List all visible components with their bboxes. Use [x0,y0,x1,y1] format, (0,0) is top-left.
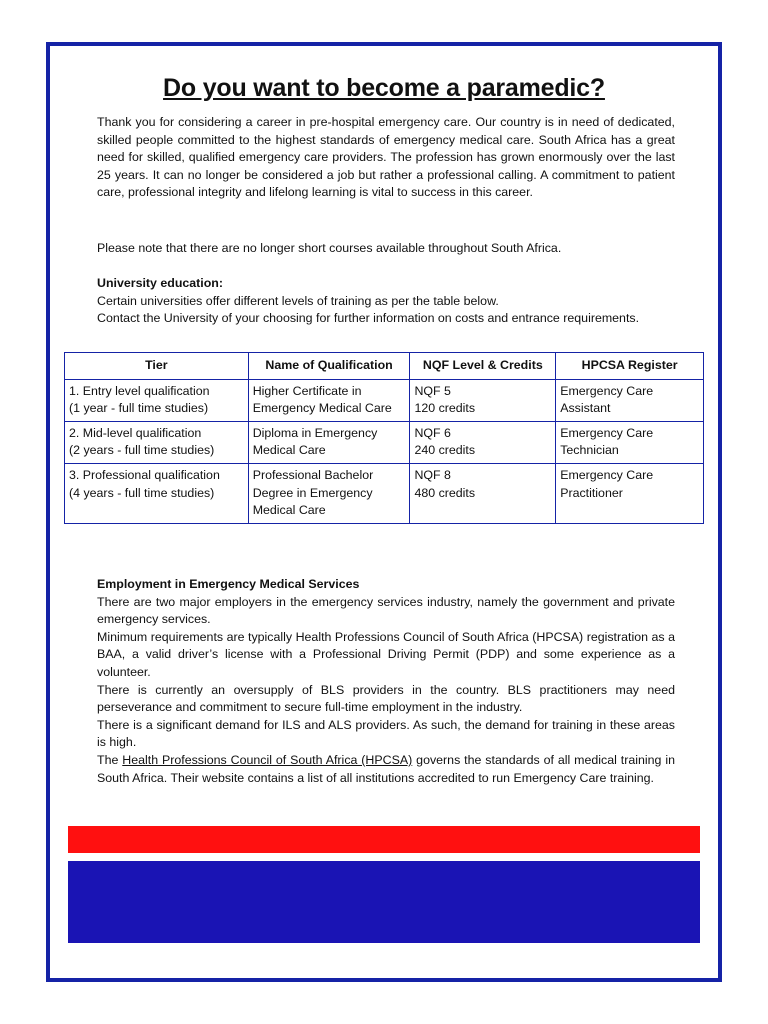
qualification-cell: Diploma in Emergency Medical Care [248,421,410,463]
university-heading: University education: [97,276,223,290]
qualification-cell: Professional Bachelor Degree in Emergency Medical Care [248,463,410,523]
employment-section [97,576,675,787]
nqf-level: NQF 8 [414,467,451,482]
red-banner [68,826,700,853]
nqf-credits: 120 credits [414,401,476,416]
intro-section [97,114,675,202]
university-line-1: Certain universities offer different levels of training as per the table below. [97,293,499,308]
nqf-cell [410,379,556,421]
header-tier: Tier [65,353,249,380]
table-row [65,379,704,421]
header-qualification: Name of Qualification [248,353,410,380]
table-row [65,463,704,523]
tier-name: 1. Entry level qualification [69,383,210,398]
page-border [46,42,722,982]
intro-paragraph: Thank you for considering a career in pre-hospital emergency care. Our country is in need of dedicated, skilled people committed to the highest standards of emergency medical care. South Africa has a great need for skilled, qualified emergency care providers. The profession has grown enormously over the last 25 years. It can no longer be considered a job but rather a professional calling. A commitment to patient care, professional integrity and lifelong learning is vital to success in this career. [97,115,675,200]
nqf-credits: 240 credits [414,443,476,458]
header-nqf: NQF Level & Credits [410,353,556,380]
employment-heading: Employment in Emergency Medical Services [97,577,360,591]
nqf-level: NQF 6 [414,425,451,440]
nqf-cell [410,421,556,463]
employment-paragraph-3: There is currently an oversupply of BLS providers in the country. BLS practitioners may need perseverance and commitment to secure full-time employment in the industry. [97,682,675,715]
employment-paragraph-2: Minimum requirements are typically Health Professions Council of South Africa (HPCSA) registration as a BAA, a valid driver’s license with a Professional Driving Permit (PDP) and some experience as a volunteer. [97,629,675,679]
short-courses-note: Please note that there are no longer short courses available throughout South Africa. [97,241,562,255]
employment-paragraph-1: There are two major employers in the emergency services industry, namely the government and private emergency services. [97,594,675,627]
register-cell: Emergency Care Technician [556,421,704,463]
table-header-row [65,353,704,380]
tier-cell [65,379,249,421]
blue-banner [68,861,700,943]
employment-paragraph-4: There is a significant demand for ILS and ALS providers. As such, the demand for training in these areas is high. [97,717,675,750]
tier-name: 3. Professional qualification [69,467,220,482]
tier-duration: (1 year - full time studies) [69,401,209,416]
hpcsa-text-pre: The [97,752,123,767]
university-section [97,275,675,328]
hpcsa-link[interactable]: Health Professions Council of South Africa (HPCSA) [122,752,413,767]
hpcsa-text-post: governs the standards of all medical training in South Africa. Their website contains a list of all institutions accredited to run Emergency Care training. [97,752,675,785]
tier-duration: (4 years - full time studies) [69,485,215,500]
table-row [65,421,704,463]
qualifications-table [64,352,704,524]
note-section [97,240,675,258]
university-line-2: Contact the University of your choosing for further information on costs and entrance requirements. [97,311,640,326]
header-register: HPCSA Register [556,353,704,380]
qualification-cell: Higher Certificate in Emergency Medical Care [248,379,410,421]
nqf-cell [410,463,556,523]
nqf-level: NQF 5 [414,383,451,398]
tier-cell [65,463,249,523]
tier-name: 2. Mid-level qualification [69,425,202,440]
page-title: Do you want to become a paramedic? [163,74,605,102]
register-cell: Emergency Care Practitioner [556,463,704,523]
employment-paragraph-5 [97,752,675,787]
nqf-credits: 480 credits [414,485,476,500]
register-cell: Emergency Care Assistant [556,379,704,421]
tier-duration: (2 years - full time studies) [69,443,215,458]
tier-cell [65,421,249,463]
